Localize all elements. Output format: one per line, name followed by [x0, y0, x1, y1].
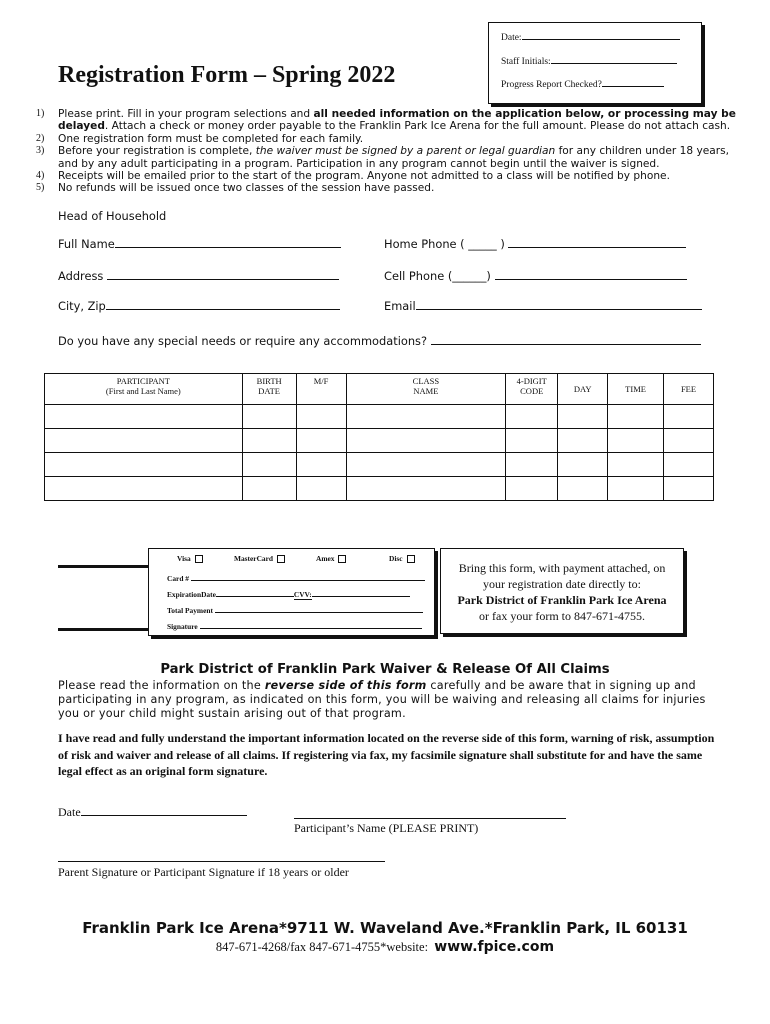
table-cell[interactable]: [45, 477, 243, 501]
progress-field[interactable]: [602, 86, 664, 87]
instruction-text: One registration form must be completed for each family.: [58, 132, 364, 145]
visa-checkbox[interactable]: [195, 555, 203, 563]
table-cell[interactable]: [296, 429, 346, 453]
table-cell[interactable]: [664, 453, 714, 477]
table-header-cell: FEE: [664, 374, 714, 405]
special-needs-row: [58, 334, 701, 348]
card-signature-label: Signature: [167, 622, 198, 631]
home-phone-row: [384, 237, 686, 251]
email-field[interactable]: [416, 309, 702, 310]
amex-label: Amex: [316, 554, 335, 563]
expiration-label: ExpirationDate: [167, 590, 216, 599]
table-cell[interactable]: [242, 477, 296, 501]
table-cell[interactable]: [296, 405, 346, 429]
instruction-text: for any children under 18 years, and by any adult participating in a program. Participation in any program cannot begin until the waiver is signed.: [58, 145, 729, 170]
visa-label: Visa: [177, 554, 191, 563]
table-cell[interactable]: [346, 477, 506, 501]
household-heading: Head of Household: [58, 209, 167, 223]
instruction-number: 1): [36, 108, 45, 119]
table-cell[interactable]: [242, 405, 296, 429]
instruction-text: No refunds will be issued once two classes of the session have passed.: [58, 182, 435, 195]
waiver-text-part: carefully and be aware that in signing up and participating in any program, as indicated on this form, you will be waiving and releasing all claims for injuries you or your child might sustain arising out of that program.: [58, 679, 706, 720]
table-row: [45, 405, 714, 429]
staff-initials-label: Staff Initials:: [501, 57, 551, 67]
instructions-list: [36, 108, 736, 195]
cell-phone-field[interactable]: [495, 279, 687, 280]
waiver-text-part: Please read the information on the: [58, 679, 265, 692]
address-label: Address: [58, 269, 104, 283]
table-header-cell: DAY: [558, 374, 608, 405]
waiver-emphasis: reverse side of this form: [264, 679, 427, 692]
agreement-text: I have read and fully understand the important information located on the reverse side of this form, warning of risk, assumption of risk and waiver and release of all claims. If registering via fax, my facsimile signature shall substitute for and have the same legal effect as an original form signature.: [58, 731, 715, 778]
footer-address: Franklin Park Ice Arena*9711 W. Waveland Ave.*Franklin Park, IL 60131: [82, 919, 688, 937]
table-cell[interactable]: [664, 405, 714, 429]
total-payment-label: Total Payment: [167, 606, 213, 615]
card-signature-field[interactable]: [200, 628, 422, 629]
registration-table: [44, 373, 714, 501]
staff-initials-row: [501, 57, 677, 67]
bring-form-box: [440, 548, 684, 634]
table-row: [45, 429, 714, 453]
table-header-cell: PARTICIPANT (First and Last Name): [45, 374, 243, 405]
bring-line: or fax your form to 847-671-4755.: [479, 609, 645, 623]
instruction-number: 4): [36, 170, 45, 182]
card-number-field[interactable]: [191, 580, 425, 581]
table-cell[interactable]: [296, 477, 346, 501]
table-cell[interactable]: [45, 453, 243, 477]
address-field[interactable]: [107, 279, 339, 280]
waiver-title: Park District of Franklin Park Waiver & Release Of All Claims: [160, 662, 610, 677]
table-cell[interactable]: [242, 453, 296, 477]
city-zip-row: [58, 299, 340, 313]
instruction-number: 2): [36, 132, 45, 144]
divider-line: [58, 565, 148, 568]
waiver-text: [58, 679, 728, 721]
email-label: Email: [384, 299, 416, 313]
table-cell[interactable]: [558, 477, 608, 501]
date-row: [501, 33, 680, 43]
table-cell[interactable]: [346, 429, 506, 453]
instruction-number: 3): [36, 145, 45, 157]
instruction-italic: the waiver must be signed by a parent or legal guardian: [255, 145, 556, 158]
table-row: [45, 477, 714, 501]
table-header-cell: M/F: [296, 374, 346, 405]
table-header-cell: BIRTH DATE: [242, 374, 296, 405]
parent-signature-label: Parent Signature or Participant Signature if 18 years or older: [58, 865, 349, 879]
expiration-field[interactable]: [216, 596, 294, 597]
table-cell[interactable]: [506, 405, 558, 429]
email-row: [384, 299, 702, 313]
sign-date-label: Date: [58, 805, 81, 819]
instruction-item: [36, 145, 736, 170]
table-cell[interactable]: [296, 453, 346, 477]
instruction-item: [36, 108, 736, 133]
instruction-text: Please print. Fill in your program selections and: [58, 108, 314, 120]
bring-line-arena: Park District of Franklin Park Ice Arena: [457, 593, 667, 607]
office-use-box: [488, 22, 702, 104]
sign-date-row: [58, 805, 247, 820]
special-needs-label: Do you have any special needs or require any accommodations?: [58, 334, 428, 348]
footer-contact-row: [0, 939, 770, 955]
progress-label: Progress Report Checked?: [501, 80, 602, 90]
full-name-row: [58, 237, 341, 251]
special-needs-field[interactable]: [431, 344, 701, 345]
table-cell[interactable]: [346, 405, 506, 429]
table-cell[interactable]: [506, 477, 558, 501]
disc-label: Disc: [389, 554, 403, 563]
full-name-field[interactable]: [115, 247, 341, 248]
home-phone-label: Home Phone ( _____ ): [384, 237, 505, 251]
table-header-row: [45, 374, 714, 405]
amex-checkbox[interactable]: [338, 555, 346, 563]
cell-phone-row: [384, 269, 687, 283]
table-cell[interactable]: [664, 429, 714, 453]
instruction-bold: all needed information on the application below, or processing may be delayed: [58, 108, 736, 133]
disc-checkbox[interactable]: [407, 555, 415, 563]
home-phone-field[interactable]: [508, 247, 686, 248]
table-cell[interactable]: [608, 429, 664, 453]
table-body: [45, 405, 714, 501]
date-field[interactable]: [522, 39, 680, 40]
table-cell[interactable]: [506, 429, 558, 453]
city-zip-label: City, Zip: [58, 299, 106, 313]
table-cell[interactable]: [608, 477, 664, 501]
table-header-cell: CLASS NAME: [346, 374, 506, 405]
date-label: Date:: [501, 33, 522, 43]
table-header-cell: 4-DIGIT CODE: [506, 374, 558, 405]
table-cell[interactable]: [608, 405, 664, 429]
full-name-label: Full Name: [58, 237, 115, 251]
table-cell[interactable]: [346, 453, 506, 477]
staff-initials-field[interactable]: [551, 63, 677, 64]
instruction-item: [36, 182, 736, 194]
table-cell[interactable]: [45, 405, 243, 429]
cvv-field[interactable]: [312, 596, 410, 597]
instruction-number: 5): [36, 182, 45, 194]
participant-name-field[interactable]: [294, 818, 566, 819]
participant-name-label: Participant’s Name (PLEASE PRINT): [294, 821, 479, 835]
table-cell[interactable]: [242, 429, 296, 453]
table-cell[interactable]: [558, 405, 608, 429]
payment-box: [148, 548, 435, 636]
table-header-cell: TIME: [608, 374, 664, 405]
cvv-label: CVV:: [293, 590, 312, 599]
footer-website[interactable]: www.fpice.com: [434, 939, 555, 955]
divider-line: [58, 628, 148, 631]
address-row: [58, 269, 339, 283]
instruction-text: Before your registration is complete,: [58, 145, 256, 158]
card-number-label: Card #: [167, 574, 189, 583]
progress-row: [501, 80, 664, 90]
table-cell[interactable]: [558, 429, 608, 453]
instruction-item: [36, 170, 736, 182]
table-cell[interactable]: [664, 477, 714, 501]
instruction-item: [36, 133, 736, 145]
mastercard-checkbox[interactable]: [277, 555, 285, 563]
instruction-text: Receipts will be emailed prior to the start of the program. Anyone not admitted to a class will be notified by phone.: [58, 170, 670, 183]
cell-phone-label: Cell Phone (______): [384, 269, 491, 283]
instruction-text: . Attach a check or money order payable to the Franklin Park Ice Arena for the full amount. Please do not attach cash.: [104, 120, 731, 133]
sign-date-field[interactable]: [81, 815, 247, 816]
table-cell[interactable]: [506, 453, 558, 477]
mastercard-label: MasterCard: [234, 554, 273, 563]
page-title: Registration Form – Spring 2022: [58, 62, 396, 88]
parent-signature-field[interactable]: [58, 861, 385, 862]
footer-contact: 847-671-4268/fax 847-671-4755*website:: [215, 940, 429, 954]
bring-line: Bring this form, with payment attached, on: [458, 561, 666, 575]
table-cell[interactable]: [608, 453, 664, 477]
table-cell[interactable]: [558, 453, 608, 477]
table-cell[interactable]: [45, 429, 243, 453]
city-zip-field[interactable]: [106, 309, 340, 310]
bring-line: your registration date directly to:: [483, 577, 641, 591]
table-row: [45, 453, 714, 477]
total-payment-field[interactable]: [215, 612, 423, 613]
